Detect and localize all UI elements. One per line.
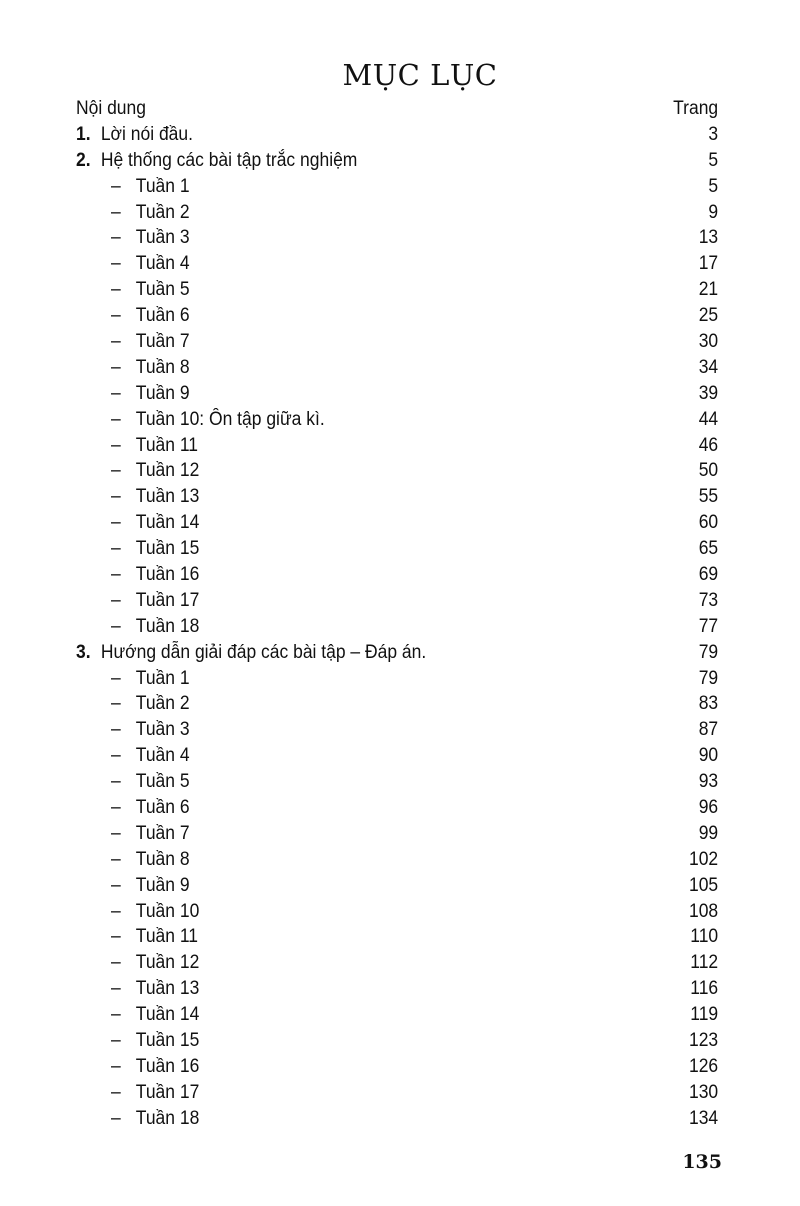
toc-subitem-page: 130 bbox=[688, 1081, 719, 1103]
toc-entries bbox=[76, 122, 718, 1132]
toc-subitem-label bbox=[76, 719, 190, 741]
toc-subitem-dash: – bbox=[110, 926, 121, 948]
toc-subitem-row bbox=[76, 795, 718, 821]
toc-subitem-dash: – bbox=[110, 175, 121, 197]
toc-subitem-page: 55 bbox=[698, 486, 719, 508]
toc-subitem-title: Tuần 17 bbox=[135, 589, 200, 611]
toc-subitem-page: 123 bbox=[688, 1030, 719, 1051]
toc-subitem-label bbox=[76, 1082, 199, 1104]
toc-subitem-dash: – bbox=[110, 589, 121, 611]
toc-subitem-label bbox=[76, 668, 190, 690]
toc-subitem-row bbox=[76, 536, 718, 562]
toc-subitem-row bbox=[76, 666, 718, 692]
toc-subitem-label bbox=[76, 383, 190, 405]
toc-subitem-title: Tuần 12 bbox=[135, 460, 200, 482]
toc-subitem-page: 96 bbox=[698, 796, 719, 818]
toc-subitem-row bbox=[76, 1106, 718, 1132]
toc-subitem-dash: – bbox=[110, 512, 121, 534]
toc-subitem-page: 17 bbox=[698, 253, 719, 275]
toc-section-number: 3. bbox=[76, 641, 91, 663]
toc-subitem-title: Tuần 6 bbox=[135, 796, 190, 818]
table-of-contents bbox=[76, 96, 718, 1132]
toc-subitem-dash: – bbox=[110, 460, 121, 482]
toc-subitem-page: 83 bbox=[698, 693, 719, 715]
toc-subitem-label bbox=[76, 486, 199, 508]
toc-subitem-label bbox=[76, 357, 190, 379]
toc-subitem-title: Tuần 3 bbox=[135, 227, 190, 249]
toc-subitem-title: Tuần 10 bbox=[135, 900, 200, 922]
toc-subitem-label bbox=[76, 978, 199, 1000]
toc-subitem-label bbox=[76, 849, 190, 871]
toc-subitem-row bbox=[76, 950, 718, 976]
page-title: MỤC LỤC bbox=[342, 58, 498, 92]
toc-subitem-row bbox=[76, 614, 718, 640]
content-column-label: Nội dung bbox=[76, 97, 146, 119]
toc-subitem-page: 25 bbox=[698, 305, 719, 327]
toc-subitem-dash: – bbox=[110, 538, 121, 560]
toc-section-title: Lời nói đầu. bbox=[100, 123, 193, 145]
toc-subitem-title: Tuần 12 bbox=[135, 952, 200, 974]
toc-subitem-row bbox=[76, 200, 718, 226]
toc-subitem-row bbox=[76, 873, 718, 899]
toc-subitem-row bbox=[76, 510, 718, 536]
toc-section-number: 2. bbox=[76, 149, 91, 171]
toc-subitem-dash: – bbox=[110, 822, 121, 844]
toc-subitem-page: 90 bbox=[698, 745, 719, 767]
toc-subitem-page: 21 bbox=[698, 279, 719, 301]
toc-subitem-dash: – bbox=[110, 1081, 121, 1103]
toc-subitem-dash: – bbox=[110, 667, 121, 689]
toc-subitem-row bbox=[76, 329, 718, 355]
toc-subitem-page: 87 bbox=[698, 719, 719, 741]
toc-subitem-title: Tuần 14 bbox=[135, 512, 200, 534]
toc-subitem-label bbox=[76, 305, 190, 327]
toc-subitem-label bbox=[76, 1030, 199, 1052]
toc-section-label bbox=[76, 150, 357, 172]
toc-subitem-dash: – bbox=[110, 719, 121, 741]
toc-subitem-label bbox=[76, 1004, 199, 1026]
toc-subitem-page: 79 bbox=[698, 667, 719, 689]
toc-subitem-row bbox=[76, 174, 718, 200]
toc-subitem-page: 108 bbox=[688, 900, 719, 922]
toc-subitem-page: 99 bbox=[698, 822, 719, 844]
toc-subitem-label bbox=[76, 745, 190, 767]
toc-subitem-row bbox=[76, 769, 718, 795]
toc-subitem-row bbox=[76, 821, 718, 847]
toc-subitem-page: 9 bbox=[708, 201, 719, 223]
toc-subitem-dash: – bbox=[110, 1030, 121, 1051]
toc-subitem-page: 65 bbox=[698, 538, 719, 560]
toc-section-row bbox=[76, 122, 718, 148]
toc-subitem-row bbox=[76, 1054, 718, 1080]
toc-subitem-page: 77 bbox=[698, 615, 719, 637]
toc-subitem-page: 105 bbox=[688, 874, 719, 896]
toc-subitem-label bbox=[76, 1108, 199, 1130]
toc-subitem-dash: – bbox=[110, 615, 121, 637]
toc-subitem-row bbox=[76, 925, 718, 951]
toc-subitem-row bbox=[76, 277, 718, 303]
toc-subitem-label bbox=[76, 202, 190, 224]
toc-subitem-label bbox=[76, 331, 190, 353]
toc-subitem-row bbox=[76, 381, 718, 407]
toc-subitem-label bbox=[76, 926, 198, 948]
page-column-label: Trang bbox=[673, 97, 719, 119]
toc-subitem-row bbox=[76, 899, 718, 925]
toc-subitem-dash: – bbox=[110, 745, 121, 767]
toc-section-label bbox=[76, 124, 193, 146]
toc-subitem-label bbox=[76, 693, 190, 715]
toc-subitem-label bbox=[76, 176, 190, 198]
toc-subitem-dash: – bbox=[110, 848, 121, 870]
toc-subitem-dash: – bbox=[110, 1055, 121, 1077]
toc-subitem-title: Tuần 3 bbox=[135, 719, 190, 741]
toc-subitem-page: 30 bbox=[698, 330, 719, 352]
toc-subitem-page: 5 bbox=[708, 175, 719, 197]
toc-subitem-label bbox=[76, 253, 190, 275]
toc-subitem-row bbox=[76, 691, 718, 717]
toc-subitem-label bbox=[76, 952, 199, 974]
toc-subitem-title: Tuần 1 bbox=[135, 667, 190, 689]
toc-section-page: 79 bbox=[698, 641, 719, 663]
toc-subitem-dash: – bbox=[110, 227, 121, 249]
toc-subitem-title: Tuần 9 bbox=[135, 382, 190, 404]
toc-subitem-dash: – bbox=[110, 900, 121, 922]
toc-section-number: 1. bbox=[76, 123, 91, 145]
toc-subitem-page: 60 bbox=[698, 512, 719, 534]
toc-subitem-title: Tuần 10: Ôn tập giữa kì. bbox=[135, 408, 325, 430]
toc-subitem-dash: – bbox=[110, 796, 121, 818]
toc-subitem-row bbox=[76, 407, 718, 433]
toc-subitem-row bbox=[76, 458, 718, 484]
toc-subitem-label bbox=[76, 538, 199, 560]
toc-section-row bbox=[76, 640, 718, 666]
toc-subitem-label bbox=[76, 1056, 199, 1078]
toc-subitem-dash: – bbox=[110, 305, 121, 327]
toc-subitem-title: Tuần 7 bbox=[135, 822, 190, 844]
toc-subitem-dash: – bbox=[110, 771, 121, 793]
toc-header bbox=[76, 96, 718, 122]
toc-subitem-title: Tuần 8 bbox=[135, 356, 190, 378]
toc-section-label bbox=[76, 642, 426, 664]
toc-subitem-row bbox=[76, 562, 718, 588]
toc-section-title: Hướng dẫn giải đáp các bài tập – Đáp án. bbox=[100, 641, 427, 663]
toc-subitem-title: Tuần 4 bbox=[135, 253, 190, 275]
toc-subitem-label bbox=[76, 797, 190, 819]
toc-subitem-row bbox=[76, 303, 718, 329]
toc-subitem-title: Tuần 11 bbox=[135, 926, 199, 948]
toc-subitem-page: 93 bbox=[698, 771, 719, 793]
toc-subitem-row bbox=[76, 251, 718, 277]
toc-subitem-page: 73 bbox=[698, 589, 719, 611]
toc-subitem-row bbox=[76, 588, 718, 614]
toc-subitem-row bbox=[76, 1080, 718, 1106]
toc-subitem-dash: – bbox=[110, 434, 121, 456]
toc-subitem-row bbox=[76, 717, 718, 743]
toc-subitem-title: Tuần 8 bbox=[135, 848, 190, 870]
toc-subitem-title: Tuần 2 bbox=[135, 201, 190, 223]
toc-subitem-row bbox=[76, 355, 718, 381]
toc-subitem-row bbox=[76, 1002, 718, 1028]
toc-subitem-title: Tuần 18 bbox=[135, 1107, 200, 1129]
toc-subitem-row bbox=[76, 484, 718, 510]
toc-subitem-title: Tuần 16 bbox=[135, 1055, 200, 1077]
toc-subitem-page: 34 bbox=[698, 356, 719, 378]
toc-subitem-title: Tuần 9 bbox=[135, 874, 190, 896]
toc-subitem-title: Tuần 16 bbox=[135, 563, 200, 585]
toc-subitem-label bbox=[76, 875, 190, 897]
toc-subitem-title: Tuần 17 bbox=[135, 1081, 200, 1103]
toc-subitem-page: 13 bbox=[698, 227, 719, 249]
toc-subitem-title: Tuần 6 bbox=[135, 305, 190, 327]
toc-subitem-title: Tuần 15 bbox=[135, 538, 200, 560]
toc-subitem-title: Tuần 5 bbox=[135, 771, 190, 793]
toc-section-title: Hệ thống các bài tập trắc nghiệm bbox=[100, 149, 358, 171]
toc-subitem-label bbox=[76, 901, 199, 923]
toc-subitem-title: Tuần 1 bbox=[135, 175, 190, 197]
toc-subitem-label bbox=[76, 279, 190, 301]
toc-subitem-page: 39 bbox=[698, 382, 719, 404]
toc-subitem-dash: – bbox=[110, 952, 121, 974]
toc-subitem-dash: – bbox=[110, 563, 121, 585]
toc-subitem-label bbox=[76, 564, 199, 586]
toc-subitem-label bbox=[76, 771, 190, 793]
toc-subitem-title: Tuần 11 bbox=[135, 434, 199, 456]
toc-subitem-title: Tuần 7 bbox=[135, 330, 190, 352]
toc-subitem-row bbox=[76, 743, 718, 769]
toc-subitem-dash: – bbox=[110, 408, 121, 430]
toc-subitem-dash: – bbox=[110, 486, 121, 508]
toc-subitem-page: 44 bbox=[698, 408, 719, 430]
toc-subitem-page: 69 bbox=[698, 563, 719, 585]
footer-page-number: 135 bbox=[682, 1151, 722, 1173]
toc-subitem-title: Tuần 14 bbox=[135, 1004, 200, 1026]
toc-subitem-title: Tuần 13 bbox=[135, 486, 200, 508]
toc-subitem-label bbox=[76, 409, 325, 431]
toc-subitem-page: 110 bbox=[690, 926, 719, 948]
toc-subitem-dash: – bbox=[110, 382, 121, 404]
toc-subitem-title: Tuần 15 bbox=[135, 1030, 200, 1051]
toc-subitem-title: Tuần 5 bbox=[135, 279, 190, 301]
toc-subitem-title: Tuần 13 bbox=[135, 978, 200, 1000]
toc-subitem-dash: – bbox=[110, 253, 121, 275]
toc-section-page: 5 bbox=[708, 149, 719, 171]
toc-subitem-dash: – bbox=[110, 1004, 121, 1026]
toc-subitem-page: 102 bbox=[688, 848, 719, 870]
toc-section-page: 3 bbox=[708, 123, 719, 145]
toc-subitem-dash: – bbox=[110, 356, 121, 378]
toc-subitem-page: 112 bbox=[690, 952, 719, 974]
toc-subitem-dash: – bbox=[110, 1107, 121, 1129]
toc-subitem-title: Tuần 18 bbox=[135, 615, 200, 637]
toc-subitem-label bbox=[76, 227, 190, 249]
toc-subitem-page: 46 bbox=[698, 434, 719, 456]
toc-subitem-row bbox=[76, 1028, 718, 1054]
toc-subitem-page: 119 bbox=[690, 1004, 719, 1026]
toc-subitem-page: 134 bbox=[688, 1107, 719, 1129]
toc-subitem-row bbox=[76, 225, 718, 251]
toc-subitem-label bbox=[76, 616, 199, 638]
toc-subitem-dash: – bbox=[110, 978, 121, 1000]
toc-subitem-title: Tuần 2 bbox=[135, 693, 190, 715]
toc-subitem-dash: – bbox=[110, 279, 121, 301]
toc-subitem-row bbox=[76, 976, 718, 1002]
toc-subitem-label bbox=[76, 590, 199, 612]
toc-subitem-dash: – bbox=[110, 330, 121, 352]
toc-subitem-row bbox=[76, 433, 718, 459]
toc-subitem-dash: – bbox=[110, 693, 121, 715]
toc-subitem-label bbox=[76, 435, 198, 457]
toc-subitem-label bbox=[76, 512, 199, 534]
toc-subitem-dash: – bbox=[110, 201, 121, 223]
toc-subitem-page: 50 bbox=[698, 460, 719, 482]
toc-subitem-label bbox=[76, 460, 199, 482]
toc-subitem-row bbox=[76, 847, 718, 873]
toc-subitem-title: Tuần 4 bbox=[135, 745, 190, 767]
toc-section-row bbox=[76, 148, 718, 174]
toc-subitem-page: 126 bbox=[688, 1055, 719, 1077]
toc-subitem-page: 116 bbox=[690, 978, 719, 1000]
toc-subitem-label bbox=[76, 823, 190, 845]
toc-subitem-dash: – bbox=[110, 874, 121, 896]
